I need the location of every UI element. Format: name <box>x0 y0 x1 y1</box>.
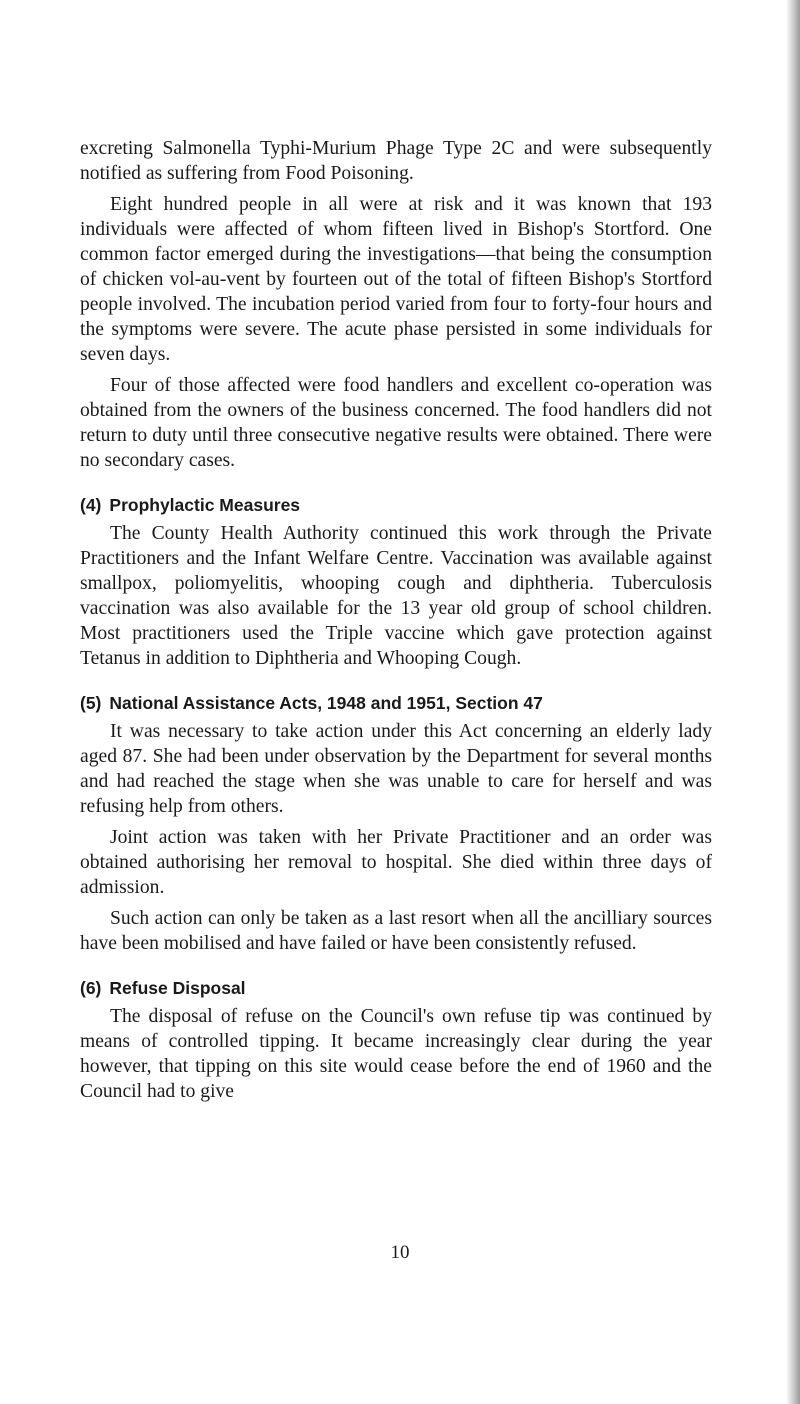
section-title: Refuse Disposal <box>109 978 246 998</box>
section-number: (6) <box>80 978 102 998</box>
paragraph-vaccination: The County Health Authority continued this work through the Private Practitioners and the Infant Welfare Centre. Vaccination was available against smallpox, poliomyelitis, whooping cough and diphtheria. Tuberculosis vaccination was also available for the 13 year old group of school children. Most practitioners used the Triple vaccine which gave protection against Tetanus in addition to Diphtheria and Whooping Cough. <box>80 523 712 669</box>
paragraph-continuation: excreting Salmonella Typhi-Murium Phage Type 2C and were subsequently notified as suffering from Food Poisoning. <box>80 138 712 184</box>
paragraph-elderly-lady: It was necessary to take action under this Act concerning an elderly lady aged 87. She had been under observation by the Department for several months and had reached the stage when she was unable to care for herself and was refusing help from others. <box>80 721 712 817</box>
section-number: (4) <box>80 495 102 515</box>
paragraph-last-resort: Such action can only be taken as a last resort when all the ancilliary sources have been mobilised and have failed or have been consistently refused. <box>80 908 712 954</box>
paragraph-refuse-tip: The disposal of refuse on the Council's own refuse tip was continued by means of controlled tipping. It became increasingly clear during the year however, that tipping on this site would cease before the end of 1960 and the Council had to give <box>80 1006 712 1102</box>
paragraph-joint-action: Joint action was taken with her Private Practitioner and an order was obtained authorising her removal to hospital. She died within three days of admission. <box>80 827 712 898</box>
page-number: 10 <box>390 1242 410 1263</box>
section-title: National Assistance Acts, 1948 and 1951, Section 47 <box>109 693 543 713</box>
section-heading-refuse <box>80 976 712 1000</box>
page-edge-shadow <box>786 0 800 1404</box>
section-number: (5) <box>80 693 102 713</box>
section-heading-national-assistance <box>80 691 712 715</box>
section-heading-prophylactic <box>80 493 712 517</box>
section-title: Prophylactic Measures <box>109 495 301 515</box>
document-page <box>80 136 712 1104</box>
paragraph-outbreak-details: Eight hundred people in all were at risk and it was known that 193 individuals were affected of whom fifteen lived in Bishop's Stortford. One common factor emerged during the investigations—that being the consumption of chicken vol-au-vent by fourteen out of the total of fifteen Bishop's Stortford people involved. The incubation period varied from four to forty-four hours and the symptoms were severe. The acute phase persisted in some individuals for seven days. <box>80 194 712 365</box>
paragraph-food-handlers: Four of those affected were food handlers and excellent co-operation was obtained from the owners of the business concerned. The food handlers did not return to duty until three consecutive negative results were obtained. There were no secondary cases. <box>80 375 712 471</box>
